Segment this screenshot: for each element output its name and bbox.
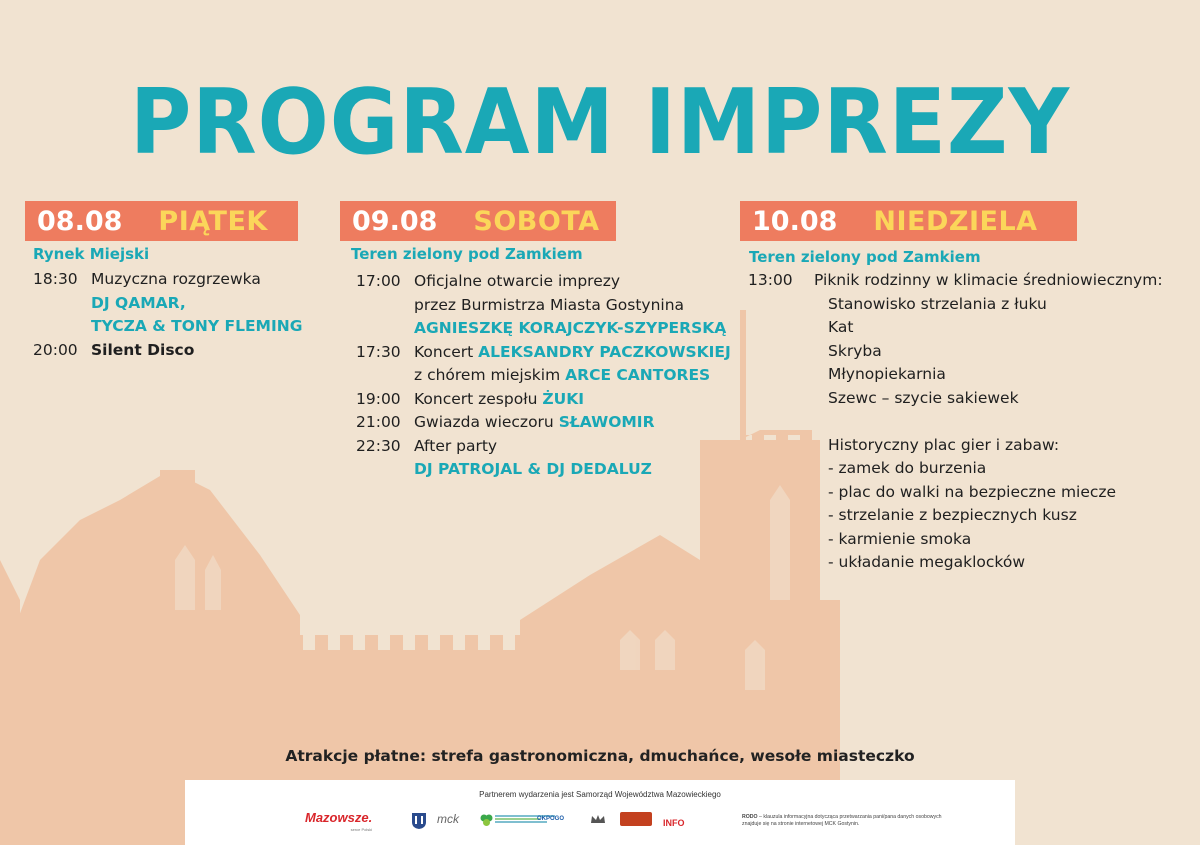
mck-logo: mck — [437, 812, 459, 826]
day-name: NIEDZIELA — [873, 205, 1038, 237]
list-item: - plac do walki na bezpieczne miecze — [828, 482, 1117, 501]
schedule-row — [33, 268, 302, 339]
list-item: Stanowisko strzelania z łuku — [828, 294, 1047, 313]
event-time: 21:00 — [356, 413, 401, 431]
event-time: 20:00 — [33, 340, 78, 359]
venue-label: Teren zielony pod Zamkiem — [351, 245, 583, 263]
artist-name: ALEKSANDRY PACZKOWSKIEJ — [478, 342, 731, 361]
artist-name: DJ QAMAR, — [91, 293, 186, 312]
schedule-row — [748, 269, 1163, 575]
schedule-row — [33, 339, 302, 363]
crown-logo-icon — [589, 813, 607, 825]
sponsor-footer — [185, 780, 1015, 845]
partner-text: Partnerem wydarzenia jest Samorząd Województwa Mazowieckiego — [479, 790, 721, 799]
schedule-saturday — [356, 270, 731, 482]
day-name: PIĄTEK — [158, 205, 268, 237]
page-title: PROGRAM IMPREZY — [130, 70, 1070, 175]
event-time: 13:00 — [748, 271, 793, 289]
artist-name: TYCZA & TONY FLEMING — [91, 317, 303, 335]
schedule-row — [356, 388, 731, 412]
event-text: Koncert — [414, 342, 474, 361]
coat-of-arms-icon — [411, 812, 427, 830]
day-header-saturday — [340, 201, 616, 241]
artist-name: ŻUKI — [542, 389, 584, 408]
day-name: SOBOTA — [473, 205, 600, 237]
list-item: - układanie megaklocków — [828, 553, 1025, 571]
event-time: 17:30 — [356, 342, 401, 361]
event-time: 18:30 — [33, 270, 78, 288]
event-time: 22:30 — [356, 436, 401, 455]
schedule-sunday — [748, 269, 1163, 575]
event-text: Silent Disco — [91, 340, 195, 359]
list-item: - karmienie smoka — [828, 529, 972, 548]
list-item: Skryba — [828, 341, 882, 360]
schedule-row — [356, 435, 731, 482]
schedule-row — [356, 270, 731, 341]
event-text: Gwiazda wieczoru — [414, 413, 554, 431]
artist-name: DJ PATROJAL & DJ DEDALUZ — [414, 460, 652, 478]
day-header-friday — [25, 201, 298, 241]
event-text: After party — [414, 436, 498, 455]
schedule-row — [356, 411, 731, 435]
clover-icon — [479, 813, 493, 827]
venue-label: Rynek Miejski — [33, 245, 150, 263]
list-item: Młynopiekarnia — [828, 365, 946, 383]
paid-attractions-note: Atrakcje płatne: strefa gastronomiczna, dmuchańce, wesołe miasteczko — [285, 747, 915, 765]
event-text: przez Burmistrza Miasta Gostynina — [414, 295, 685, 314]
schedule-row — [356, 341, 731, 388]
event-time: 19:00 — [356, 389, 401, 408]
artist-name: SŁAWOMIR — [558, 413, 655, 431]
info-logo: INFO — [663, 818, 685, 828]
list-item: Kat — [828, 318, 854, 336]
rodo-notice: RODO – klauzula informacyjna dotycząca przetwarzania pani/pana danych osobowych znajduje się na stronie internetowej MCK Gostynin. — [742, 814, 942, 827]
guest-name: AGNIESZKĘ KORAJCZYK-SZYPERSKĄ — [414, 319, 727, 337]
restaurant-logo — [620, 812, 652, 826]
day-date: 10.08 — [752, 205, 838, 237]
event-text: Koncert zespołu — [414, 389, 538, 408]
list-item: - zamek do burzenia — [828, 459, 987, 477]
okpogo-logo: OKPOGO — [537, 816, 565, 822]
mazowsze-logo: Mazowsze. serce Polski — [305, 810, 373, 832]
day-header-sunday — [740, 201, 1077, 241]
event-text: z chórem miejskim — [414, 366, 561, 384]
day-date: 09.08 — [352, 205, 438, 237]
list-item: Szewc – szycie sakiewek — [828, 388, 1019, 407]
event-text: Muzyczna rozgrzewka — [91, 270, 261, 288]
venue-label: Teren zielony pod Zamkiem — [749, 248, 981, 266]
event-text: Oficjalne otwarcie imprezy — [414, 272, 621, 290]
event-text: Piknik rodzinny w klimacie średniowiecznym: — [814, 271, 1163, 289]
section-title: Historyczny plac gier i zabaw: — [828, 435, 1060, 454]
schedule-friday — [33, 268, 302, 362]
list-item: - strzelanie z bezpiecznych kusz — [828, 506, 1077, 524]
day-date: 08.08 — [37, 205, 123, 237]
event-time: 17:00 — [356, 272, 401, 290]
artist-name: ARCE CANTORES — [565, 366, 711, 384]
